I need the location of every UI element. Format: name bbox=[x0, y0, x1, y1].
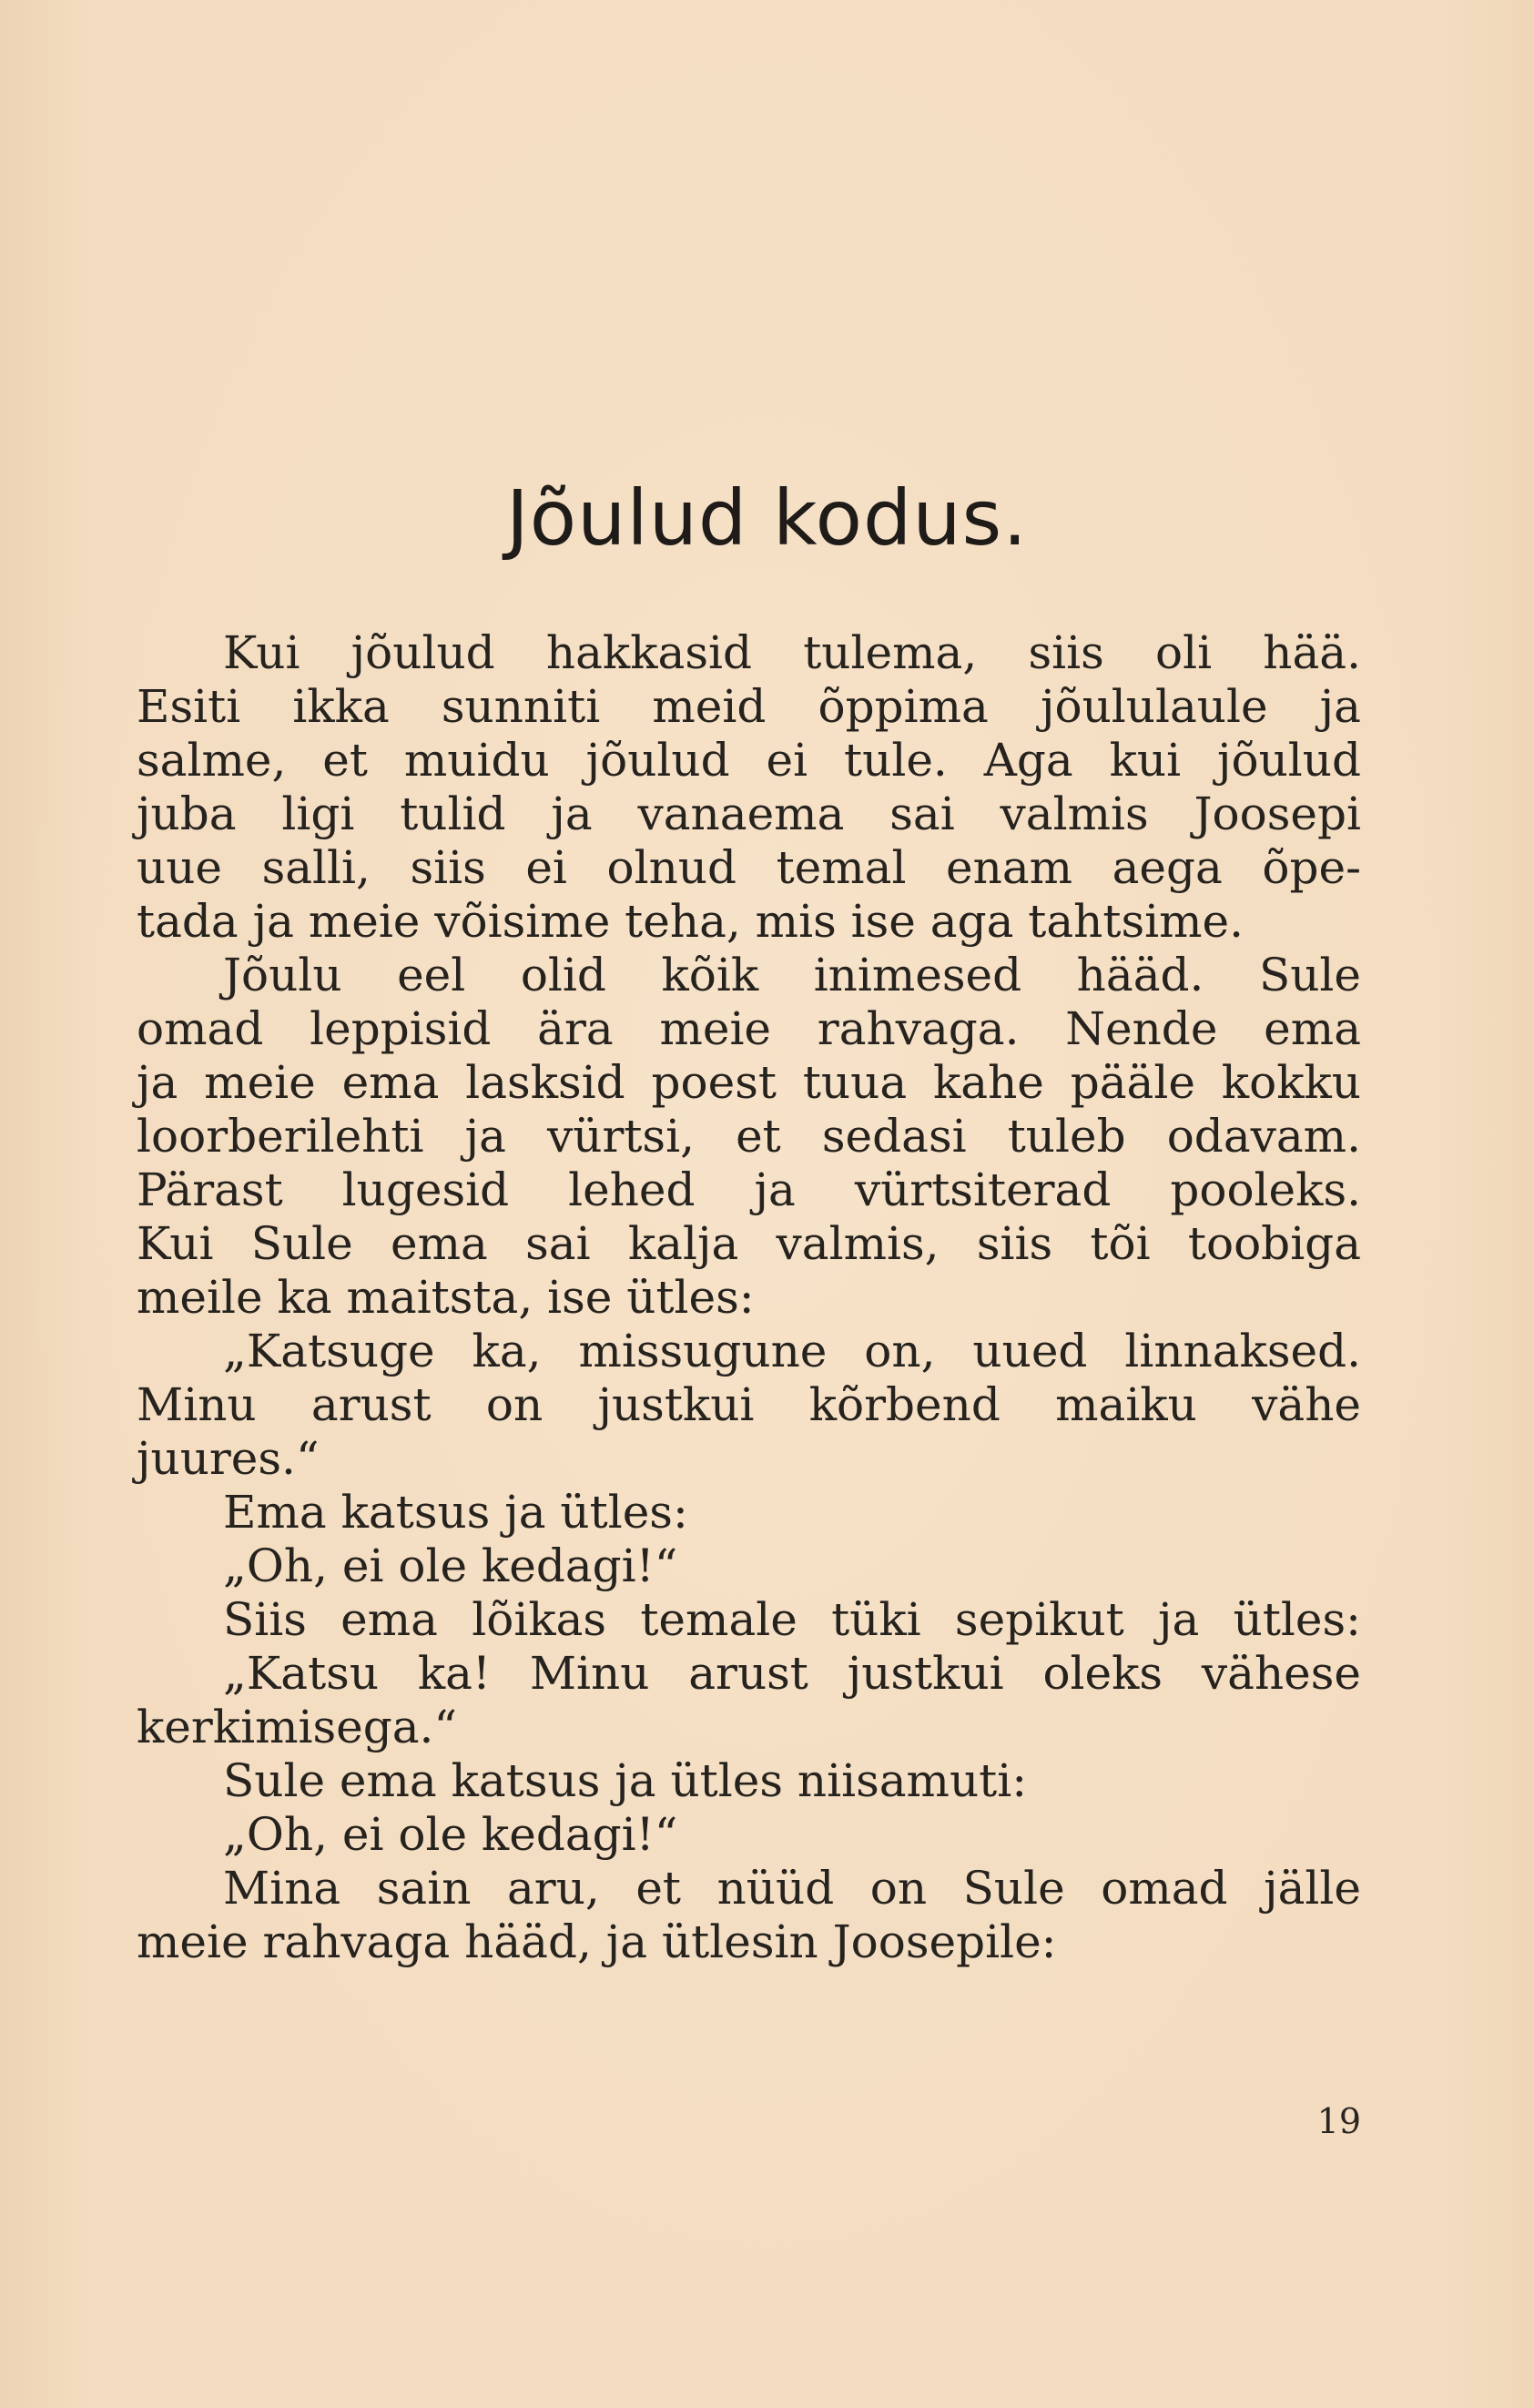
text-line: salme, et muidu jõulud ei tule. Aga kui jõulud bbox=[137, 734, 1361, 787]
text-line: Pärast lugesid lehed ja vürtsiterad pooleks. bbox=[137, 1163, 1361, 1216]
text-line: Siis ema lõikas temale tüki sepikut ja ütles: bbox=[223, 1593, 1361, 1646]
text-line: „Katsuge ka, missugune on, uued linnaksed. bbox=[223, 1325, 1361, 1377]
text-line: „Oh, ei ole kedagi!“ bbox=[223, 1539, 678, 1592]
text-line: uue salli, siis ei olnud temal enam aega õpe- bbox=[137, 841, 1361, 894]
page-number: 19 bbox=[1316, 2101, 1361, 2141]
text-line: Kui Sule ema sai kalja valmis, siis tõi toobiga bbox=[137, 1217, 1361, 1270]
text-line: loorberilehti ja vürtsi, et sedasi tuleb odavam. bbox=[137, 1110, 1361, 1163]
text-line: „Oh, ei ole kedagi!“ bbox=[223, 1808, 678, 1861]
body-text bbox=[137, 626, 1361, 1969]
chapter-title: Jõulud kodus. bbox=[505, 473, 1029, 563]
text-line: „Katsu ka! Minu arust justkui oleks vähese bbox=[223, 1647, 1361, 1700]
text-line: Sule ema katsus ja ütles niisamuti: bbox=[223, 1754, 1028, 1807]
text-line: tada ja meie võisime teha, mis ise aga tahtsime. bbox=[137, 895, 1244, 948]
text-line: Minu arust on justkui kõrbend maiku vähe bbox=[137, 1378, 1361, 1431]
text-line: Mina sain aru, et nüüd on Sule omad jälle bbox=[223, 1862, 1361, 1915]
text-line: juures.“ bbox=[137, 1432, 320, 1485]
text-line: juba ligi tulid ja vanaema sai valmis Joosepi bbox=[137, 787, 1361, 840]
text-line: Kui jõulud hakkasid tulema, siis oli hää. bbox=[223, 626, 1361, 679]
text-line: Esiti ikka sunniti meid õppima jõululaule ja bbox=[137, 680, 1361, 733]
text-line: kerkimisega.“ bbox=[137, 1701, 458, 1753]
text-line: ja meie ema lasksid poest tuua kahe pääle kokku bbox=[137, 1056, 1361, 1109]
text-line: meile ka maitsta, ise ütles: bbox=[137, 1271, 755, 1324]
text-line: omad leppisid ära meie rahvaga. Nende ema bbox=[137, 1002, 1361, 1055]
text-line: meie rahvaga hääd, ja ütlesin Joosepile: bbox=[137, 1915, 1057, 1968]
text-line: Ema katsus ja ütles: bbox=[223, 1486, 688, 1539]
text-line: Jõulu eel olid kõik inimesed hääd. Sule bbox=[223, 949, 1361, 1001]
